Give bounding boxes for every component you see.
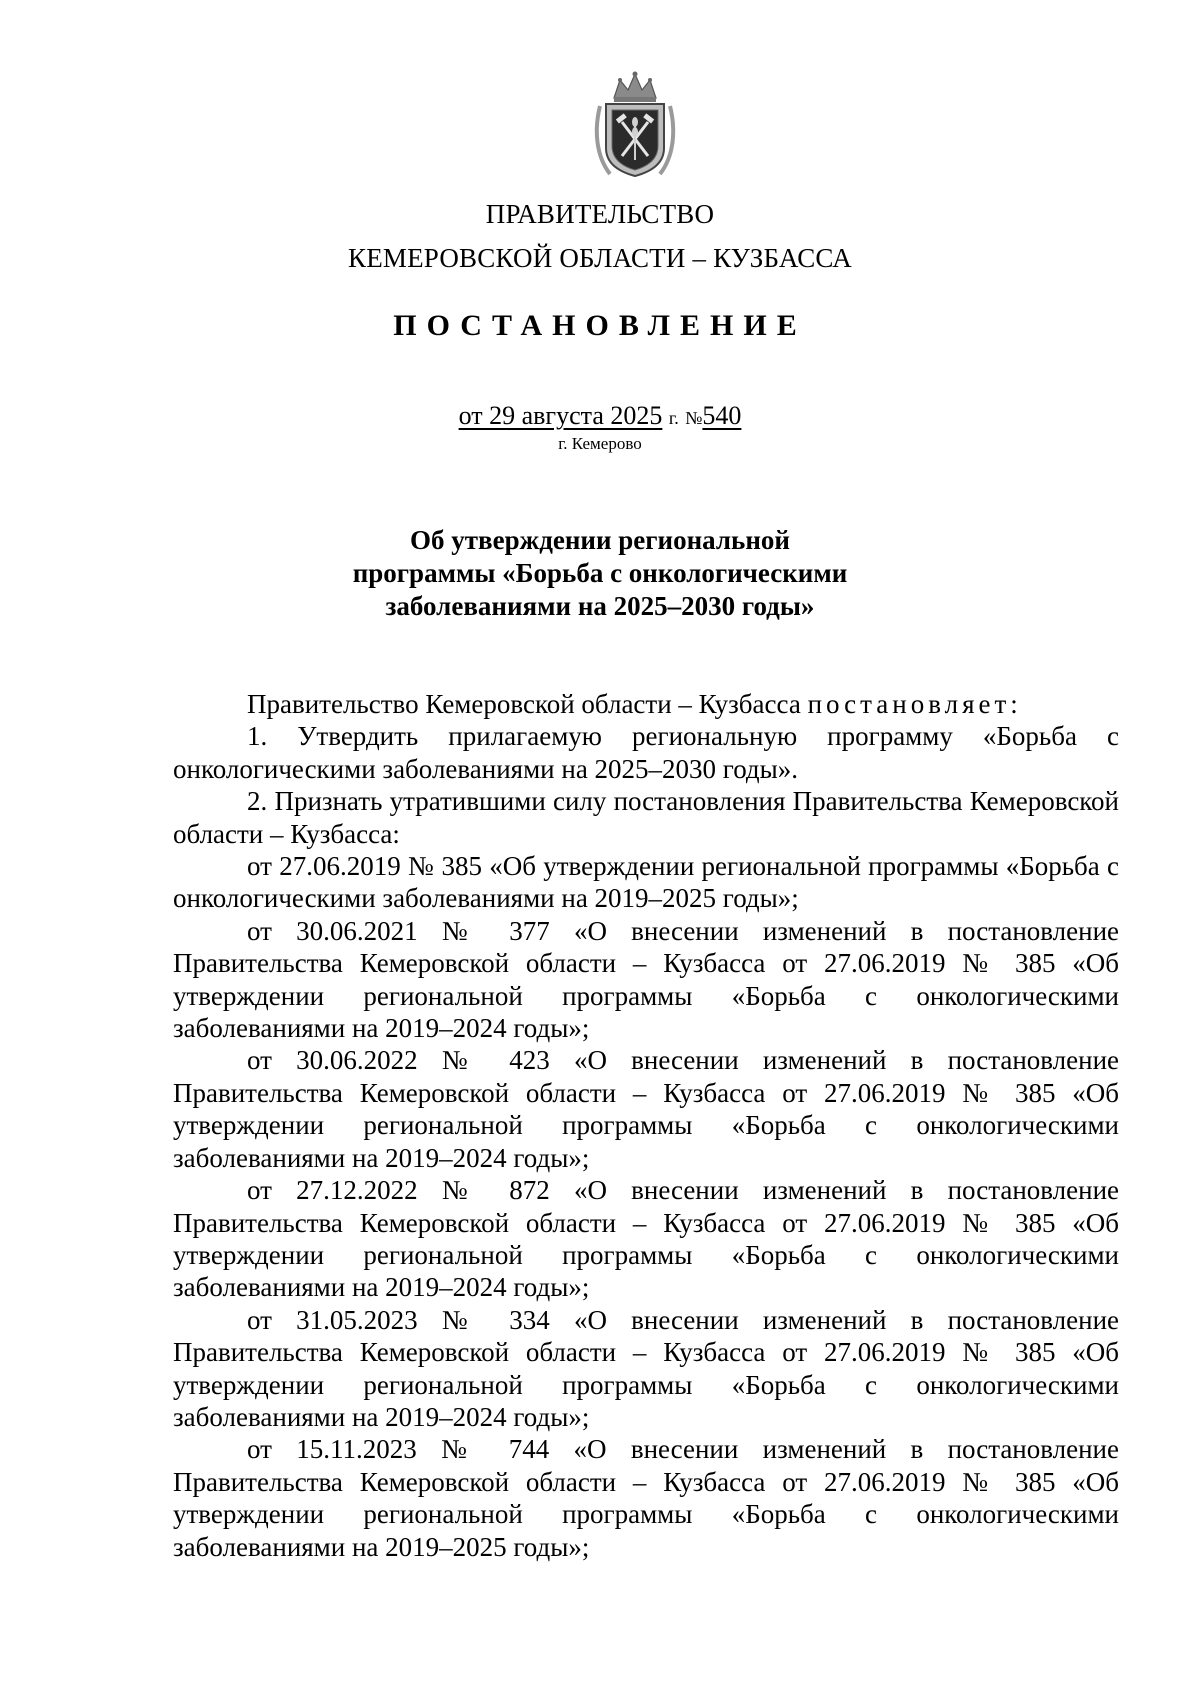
number-sign: №	[685, 408, 703, 428]
repealed-item: от 30.06.2021 № 377 «О внесении изменений в постановление Правительства Кемеровской области – Кузбасса от 27.06.2019 № 385 «Об утверждении региональной программы «Борьба с онкологическими заболеваниями на 2019–2024 годы»;	[173, 915, 1119, 1044]
organization-name-line2: КЕМЕРОВСКОЙ ОБЛАСТИ – КУЗБАССА	[348, 243, 852, 273]
kemerovo-region-coat-of-arms-icon	[592, 70, 678, 180]
document-title-line1: Об утверждении региональной	[410, 525, 790, 555]
document-title	[0, 524, 1200, 623]
document-title-line3: заболеваниями на 2025–2030 годы»	[385, 591, 815, 621]
document-body	[173, 688, 1119, 1563]
repealed-item: от 30.06.2022 № 423 «О внесении изменений в постановление Правительства Кемеровской области – Кузбасса от 27.06.2019 № 385 «Об утверждении региональной программы «Борьба с онкологическими заболеваниями на 2019–2024 годы»;	[173, 1045, 1119, 1173]
intro-verb: постановляет:	[807, 689, 1022, 719]
intro-paragraph	[173, 688, 1119, 720]
item-2-paragraph: 2. Признать утратившими силу постановления Правительства Кемеровской области – Кузбасса:	[173, 786, 1119, 849]
document-type-title: ПОСТАНОВЛЕНИЕ	[393, 309, 807, 342]
document-date: от 29 августа 2025	[458, 401, 663, 430]
document-title-line2: программы «Борьба с онкологическими	[352, 558, 848, 588]
intro-subject: Правительство Кемеровской области – Кузбасса	[247, 689, 801, 719]
organization-name-line1: ПРАВИТЕЛЬСТВО	[485, 199, 715, 229]
repealed-item: от 27.06.2019 № 385 «Об утверждении региональной программы «Борьба с онкологическими заболеваниями на 2019–2025 годы»;	[173, 851, 1119, 914]
city-label: г. Кемерово	[558, 434, 642, 453]
document-number: 540	[702, 401, 742, 430]
document-date-number-line	[0, 400, 1200, 434]
year-suffix: г.	[668, 408, 679, 428]
item-1-paragraph: 1. Утвердить прилагаемую региональную программу «Борьба с онкологическими заболеваниями на 2025–2030 годы».	[173, 721, 1119, 784]
repealed-item: от 31.05.2023 № 334 «О внесении изменений в постановление Правительства Кемеровской области – Кузбасса от 27.06.2019 № 385 «Об утверждении региональной программы «Борьба с онкологическими заболеваниями на 2019–2024 годы»;	[173, 1304, 1119, 1432]
repealed-item: от 27.12.2022 № 872 «О внесении изменений в постановление Правительства Кемеровской области – Кузбасса от 27.06.2019 № 385 «Об утверждении региональной программы «Борьба с онкологическими заболеваниями на 2019–2024 годы»;	[173, 1175, 1119, 1303]
repealed-item: от 15.11.2023 № 744 «О внесении изменений в постановление Правительства Кемеровской области – Кузбасса от 27.06.2019 № 385 «Об утверждении региональной программы «Борьба с онкологическими заболеваниями на 2019–2025 годы»;	[173, 1434, 1119, 1562]
